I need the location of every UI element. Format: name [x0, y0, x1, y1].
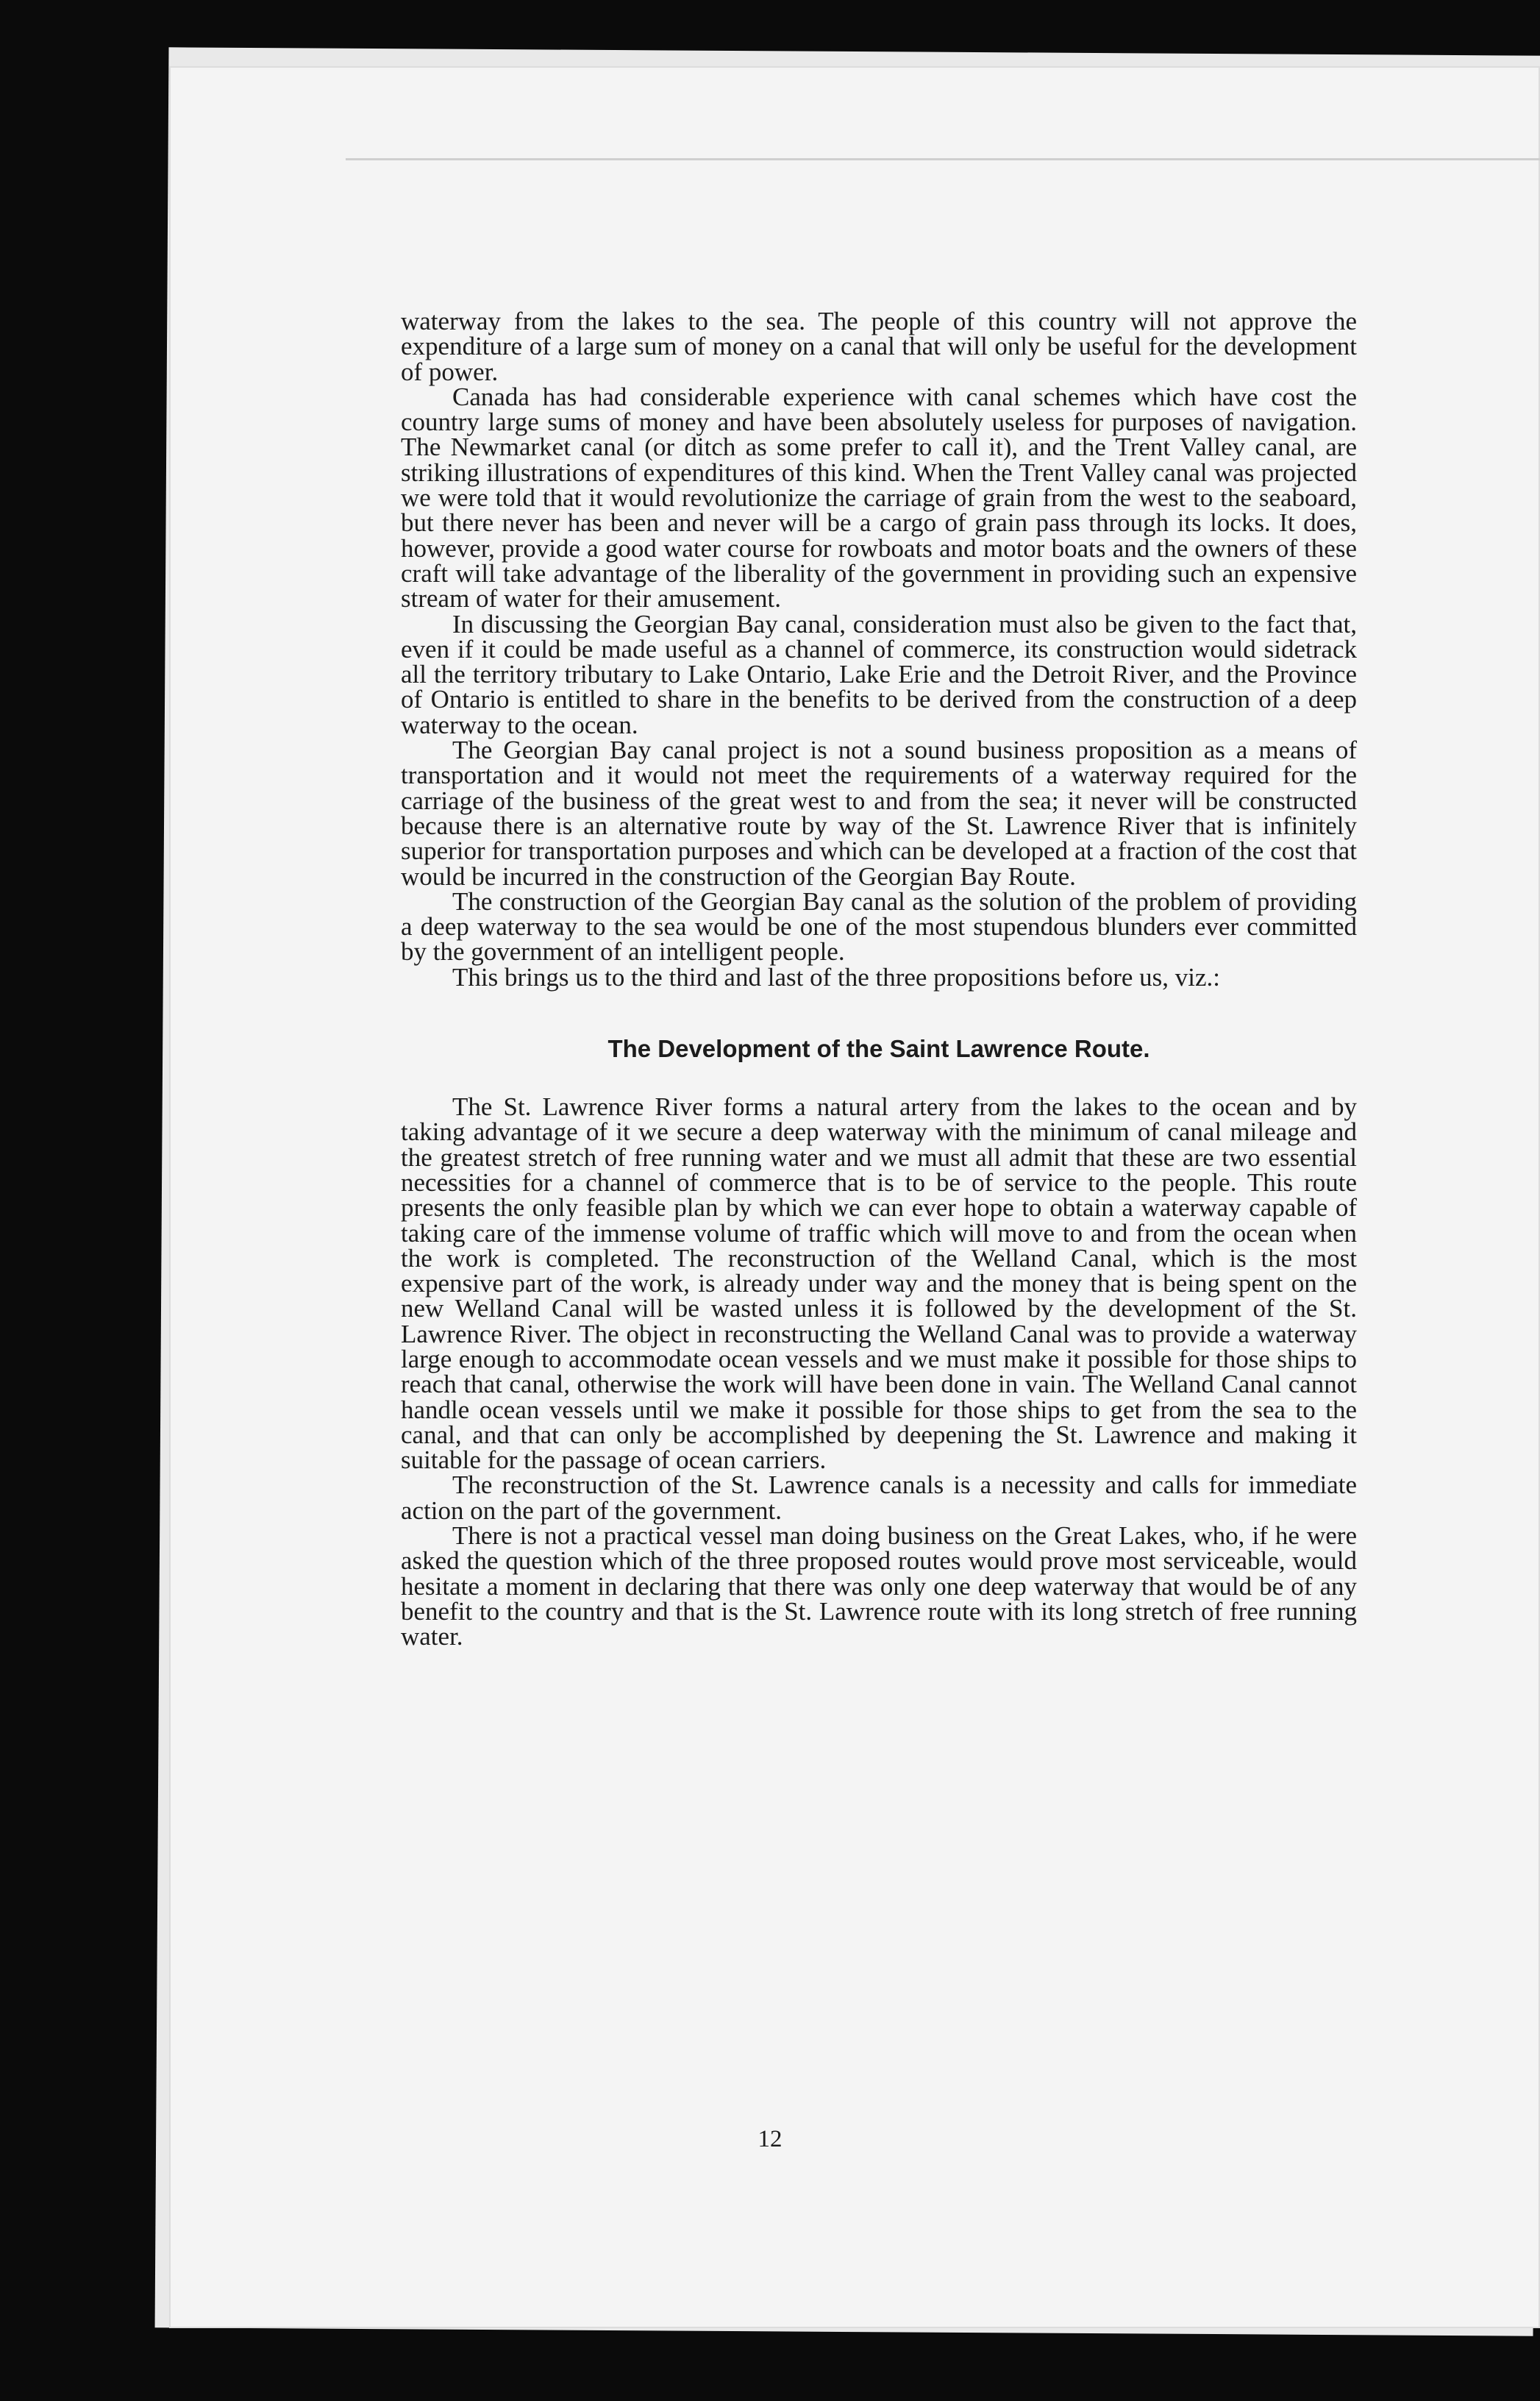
- paragraph: The Georgian Bay canal project is not a sound business proposition as a means of transportation and it would not meet the requirements of a waterway required for the carriage of the business of the great west to and from the sea; it never will be constructed because there is an alternative route by way of the St. Lawrence River that is infinitely superior for transportation purposes and which can be developed at a fraction of the cost that would be incurred in the construction of the Georgian Bay Route.: [401, 736, 1357, 891]
- paragraph: Canada has had considerable experience with canal schemes which have cost the country large sums of money and have been absolutely useless for purposes of navigation. The Newmarket canal (or ditch as some prefer to call it), and the Trent Valley canal, are striking illustrations of expenditures of this kind. When the Trent Valley canal was projected we were told that it would revolutionize the carriage of grain from the west to the seaboard, but there never has been and never will be a cargo of grain pass through its locks. It does, however, provide a good water course for rowboats and motor boats and the owners of these craft will take advantage of the liberality of the government in providing such an expensive stream of water for their amusement.: [401, 382, 1357, 613]
- page-number: 12: [757, 2126, 783, 2152]
- section-heading: The Development of the Saint Lawrence Route.: [607, 1035, 1150, 1063]
- paragraph: There is not a practical vessel man doing business on the Great Lakes, who, if he were asked the question which of the three proposed routes would prove most serviceable, would hesitate a moment in declaring that there was only one deep waterway that would be of any benefit to the country and that is the St. Lawrence route with its long stretch of free running water.: [401, 1521, 1357, 1651]
- paragraph: waterway from the lakes to the sea. The people of this country will not approve the expenditure of a large sum of money on a canal that will only be useful for the development of power.: [401, 307, 1357, 386]
- page-edge: [346, 158, 1540, 160]
- paragraph: The reconstruction of the St. Lawrence canals is a necessity and calls for immediate action on the part of the government.: [401, 1470, 1357, 1525]
- paragraph: The St. Lawrence River forms a natural artery from the lakes to the ocean and by taking advantage of it we secure a deep waterway with the minimum of canal mileage and the greatest stretch of free running water and we must all admit that these are two essential necessities for a channel of commerce that is to be of service to the people. This route presents the only feasible plan by which we can ever hope to obtain a waterway capable of taking care of the immense volume of traffic which will move to and from the ocean when the work is completed. The reconstruction of the Welland Canal, which is the most expensive part of the work, is already under way and the money that is being spent on the new Welland Canal will be wasted unless it is followed by the development of the St. Lawrence River. The object in reconstructing the Welland Canal was to provide a waterway large enough to accommodate ocean vessels and we must make it possible for those ships to reach that canal, otherwise the work will have been done in vain. The Welland Canal cannot handle ocean vessels until we make it possible for those ships to get from the sea to the canal, and that can only be accomplished by deepening the St. Lawrence and making it suitable for the passage of ocean carriers.: [401, 1092, 1357, 1475]
- paragraph: In discussing the Georgian Bay canal, consideration must also be given to the fact that, even if it could be made useful as a channel of commerce, its construction would sidetrack all the territory tributary to Lake Ontario, Lake Erie and the Detroit River, and the Province of Ontario is entitled to share in the benefits to be derived from the construction of a deep waterway to the ocean.: [401, 609, 1357, 739]
- paragraph: The construction of the Georgian Bay canal as the solution of the problem of providing a deep waterway to the sea would be one of the most stupendous blunders ever committed by the government of an intelligent people.: [401, 886, 1357, 967]
- body-text: [401, 309, 1357, 1650]
- paragraph: This brings us to the third and last of the three propositions before us, viz.:: [452, 962, 1220, 992]
